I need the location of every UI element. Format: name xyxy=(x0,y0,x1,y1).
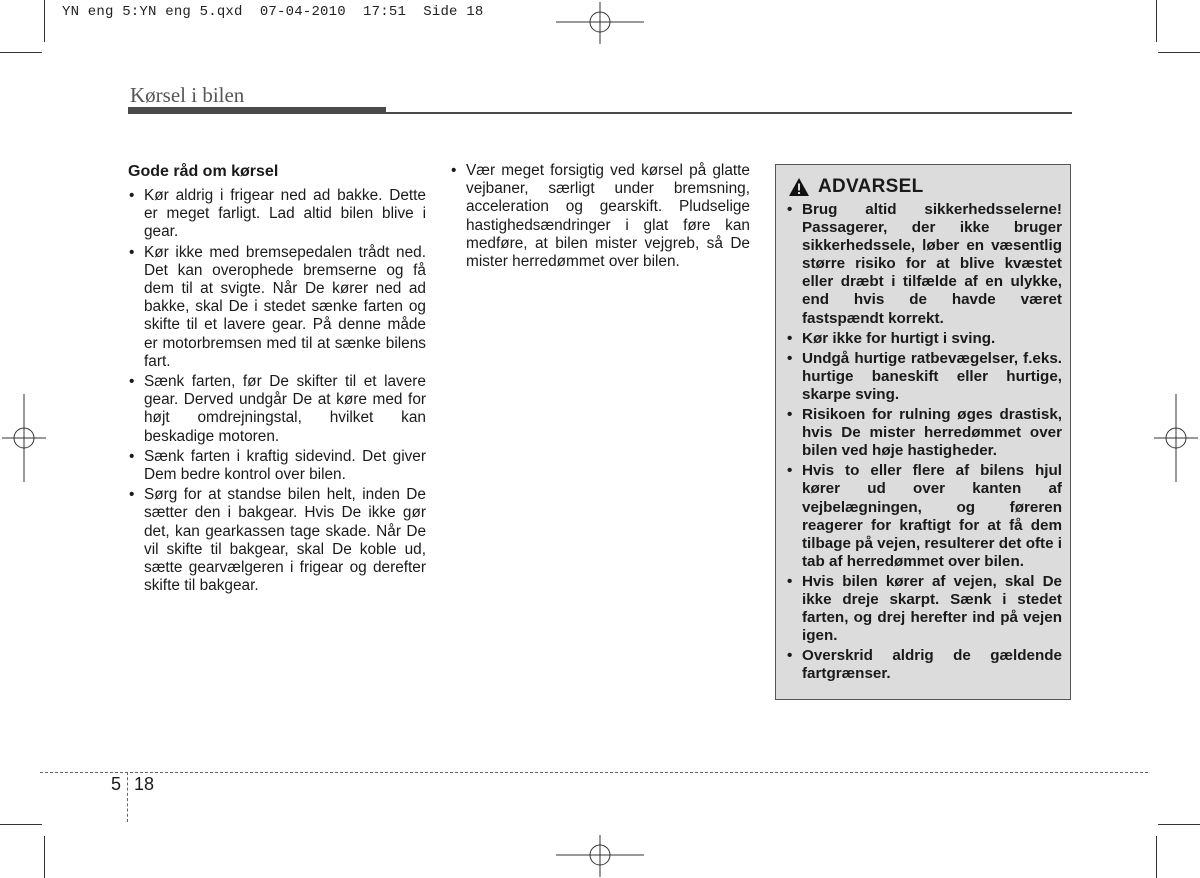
warning-title: ADVARSEL xyxy=(818,176,924,197)
crop-mark xyxy=(44,0,45,42)
driving-tips-column xyxy=(128,162,426,597)
page-number: 18 xyxy=(134,774,155,794)
registration-mark-icon xyxy=(556,2,644,46)
crop-mark xyxy=(1156,836,1157,878)
footer-divider xyxy=(127,772,128,822)
title-rule xyxy=(128,107,386,114)
driving-tips-heading: Gode råd om kørsel xyxy=(128,163,279,180)
warning-box xyxy=(775,164,1071,700)
driving-tips-list xyxy=(128,187,426,595)
list-item: • Kør ikke for hurtigt i sving. xyxy=(786,330,1062,348)
registration-mark-icon xyxy=(556,833,644,877)
chapter-number: 5 xyxy=(111,774,122,794)
list-item: • Kør aldrig i frigear ned ad bakke. Dette er meget farligt. Lad altid bilen blive i gear. xyxy=(128,187,426,242)
crop-mark xyxy=(1158,824,1200,825)
list-item: • Brug altid sikkerhedsselerne! Passagerer, der ikke bruger sikkerhedssele, løber en væsentlig større risiko for at blive kvæstet eller dræbt i tilfælde af en ulykke, end hvis de havde været fastspændt korrekt. xyxy=(786,201,1062,328)
warning-header xyxy=(786,176,1062,198)
list-item: • Overskrid aldrig de gældende fartgrænser. xyxy=(786,647,1062,683)
list-item: • Kør ikke med bremsepedalen trådt ned. Det kan overophede bremserne og få dem til at svigte. Når De kører ned ad bakke, skal De i stedet sænke farten og skifte til et lavere gear. På denne måde er motorbremsen med til at sænke bilens fart. xyxy=(128,244,426,371)
crop-mark xyxy=(44,836,45,878)
registration-mark-icon xyxy=(1154,394,1198,482)
list-item: • Hvis bilen kører af vejen, skal De ikke dreje skarpt. Sænk i stedet farten, og drej herefter ind på vejen igen. xyxy=(786,573,1062,645)
crop-mark xyxy=(0,824,42,825)
list-item: • Sørg for at standse bilen helt, inden De sætter den i bakgear. Hvis De ikke gør det, kan gearkassen tage skade. Når De vil skifte til bakgear, skal De koble ud, sætte gearvælgeren i frigear og derefter skifte til bakgear. xyxy=(128,486,426,595)
footer-rule xyxy=(40,772,1148,773)
list-item: • Sænk farten i kraftig sidevind. Det giver Dem bedre kontrol over bilen. xyxy=(128,448,426,484)
slippery-road-list xyxy=(450,162,750,271)
registration-mark-icon xyxy=(2,394,46,482)
warning-list xyxy=(786,201,1062,683)
list-item: • Undgå hurtige ratbevægelser, f.eks. hurtige baneskift eller hurtige, skarpe sving. xyxy=(786,350,1062,404)
list-item: • Risikoen for rulning øges drastisk, hvis De mister herredømmet over bilen ved høje hastigheder. xyxy=(786,406,1062,460)
section-title: Kørsel i bilen xyxy=(130,83,245,107)
title-rule xyxy=(386,112,1072,114)
crop-mark xyxy=(0,52,42,53)
list-item: • Vær meget forsigtig ved kørsel på glatte vejbaner, særligt under bremsning, acceleration og gearskift. Pludselige hastighedsændringer i glat føre kan medføre, at bilen mister vejgreb, så De mister herredømmet over bilen. xyxy=(450,162,750,271)
crop-mark xyxy=(1158,52,1200,53)
list-item: • Hvis to eller flere af bilens hjul kører ud over kanten af vejbelægningen, og føreren reagerer for kraftigt for at få dem tilbage på vejen, resulterer det ofte i tab af herredømmet over bilen. xyxy=(786,462,1062,571)
slippery-road-column xyxy=(450,162,750,273)
crop-mark xyxy=(1156,0,1157,42)
warning-triangle-icon xyxy=(788,177,810,197)
list-item: • Sænk farten, før De skifter til et lavere gear. Derved undgår De at køre med for højt omdrejningstal, hvilket kan beskadige motoren. xyxy=(128,373,426,446)
print-slug: YN eng 5:YN eng 5.qxd 07-04-2010 17:51 Side 18 xyxy=(62,4,484,20)
